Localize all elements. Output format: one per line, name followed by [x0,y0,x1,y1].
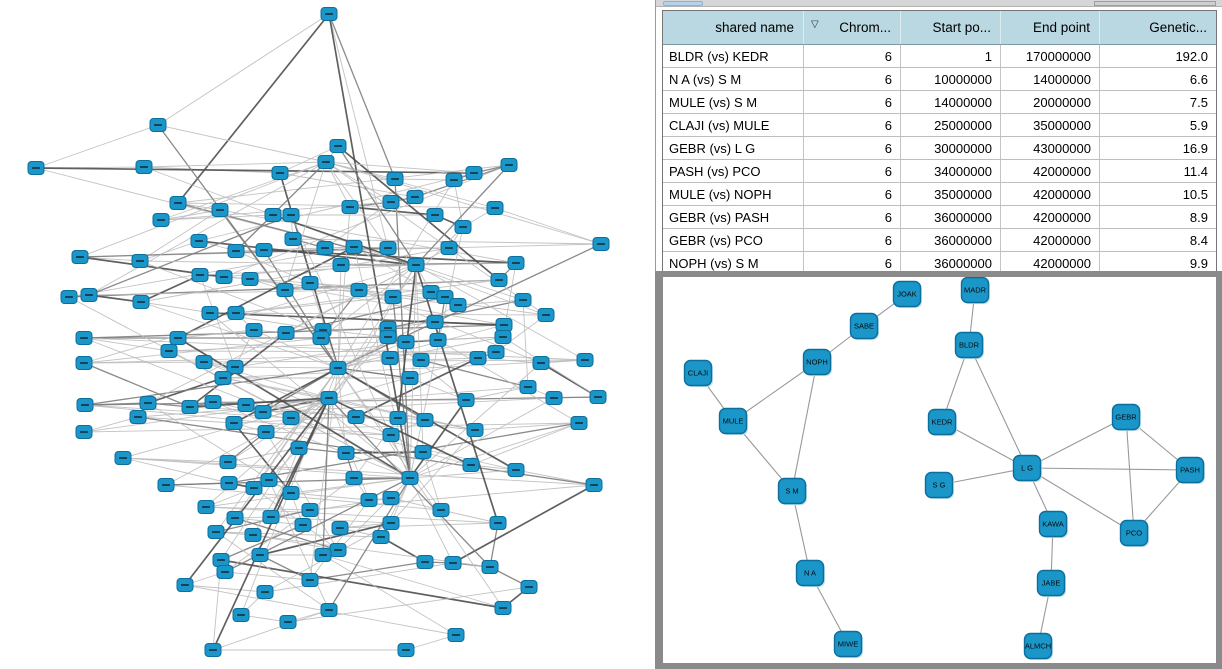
node-label-smudge [80,337,88,339]
node-label-smudge [216,209,224,211]
small-network-canvas[interactable] [663,277,1216,663]
node-label-smudge [242,404,250,406]
node-label-smudge [449,562,457,564]
table-cell[interactable]: 11.4 [1183,163,1208,179]
graph-edge [1027,417,1126,468]
node-label-smudge [346,206,354,208]
graph-edge [291,493,369,500]
node-label-smudge [355,289,363,291]
node-label: PASH [1180,465,1200,475]
node-label-smudge [174,337,182,339]
table-header-row [663,11,1216,45]
node-label: NOPH [806,357,828,367]
node-label-smudge [209,401,217,403]
node-label-smudge [437,509,445,511]
table-cell[interactable]: 36000000 [901,206,1001,228]
column-header-end-point[interactable] [1001,11,1100,44]
node-label-smudge [325,397,333,399]
graph-edge [321,337,388,338]
table-cell[interactable]: 6 [804,160,901,182]
column-header-chrom[interactable] [804,11,901,44]
table-row[interactable] [663,160,1216,183]
node-label-smudge [85,294,93,296]
table-row[interactable] [663,91,1216,114]
node-label-smudge [350,246,358,248]
node-label-smudge [282,332,290,334]
node-label-smudge [519,299,527,301]
table-body [663,45,1216,274]
node-label-smudge [386,357,394,359]
node-label: JABE [1041,578,1061,588]
node-label-smudge [186,406,194,408]
node-label-smudge [287,214,295,216]
node-label-smudge [140,166,148,168]
table-cell[interactable]: 35000000 [901,183,1001,205]
node-label-smudge [299,524,307,526]
node-label-smudge [337,264,345,266]
node-label-smudge [269,214,277,216]
table-cell[interactable]: 7.5 [1189,94,1208,110]
node-label: GEBR [1115,412,1137,422]
table-cell[interactable]: 8.4 [1189,232,1208,248]
table-cell[interactable]: 6 [804,252,901,274]
node-label-smudge [212,531,220,533]
node-label: MULE [722,416,744,426]
node-label-smudge [524,386,532,388]
node-label-smudge [402,649,410,651]
node-label-smudge [289,238,297,240]
node-label-smudge [225,482,233,484]
table-cell[interactable]: 6 [804,91,901,113]
table-cell[interactable]: BLDR (vs) KEDR [663,45,804,67]
node-label: L G [1021,463,1033,473]
node-label: KAWA [1042,519,1064,529]
node-label: CLAJI [687,368,709,378]
table-cell[interactable]: 6 [804,206,901,228]
table-row[interactable] [663,45,1216,68]
node-label-smudge [319,329,327,331]
node-label-smudge [512,469,520,471]
graph-edge [213,610,329,650]
table-cell[interactable]: 10000000 [901,68,1001,90]
node-label-smudge [295,447,303,449]
table-cell[interactable]: 192.0 [1175,48,1208,64]
column-label: Genetic... [1149,20,1207,35]
table-cell[interactable]: GEBR (vs) L G [663,137,804,159]
node-label-smudge [267,516,275,518]
table-cell[interactable]: 170000000 [1001,45,1100,67]
column-label: shared name [715,20,794,35]
node-label: BLDR [958,340,980,350]
table-cell[interactable]: CLAJI (vs) MULE [663,114,804,136]
node-label-smudge [500,324,508,326]
node-label-smudge [365,499,373,501]
node-label-smudge [421,419,429,421]
node-label-smudge [119,457,127,459]
table-cell[interactable]: 10.5 [1182,186,1208,202]
node-label-smudge [262,431,270,433]
node-label-smudge [470,172,478,174]
table-cell[interactable]: MULE (vs) S M [663,91,804,113]
node-label-smudge [491,207,499,209]
node-label-smudge [32,167,40,169]
small-network-viewport [663,277,1216,663]
table-row[interactable] [663,137,1216,160]
table-row[interactable] [663,183,1216,206]
table-cell[interactable]: 6 [804,229,901,251]
node-label-smudge [499,607,507,609]
node-label-smudge [495,279,503,281]
node-label-smudge [206,312,214,314]
table-cell[interactable]: GEBR (vs) PCO [663,229,804,251]
node-label-smudge [387,522,395,524]
node-label: N A [803,568,817,578]
node-label-smudge [334,145,342,147]
node-label-smudge [334,367,342,369]
node-label-smudge [384,336,392,338]
node-label-smudge [81,404,89,406]
node-label-smudge [261,591,269,593]
node-label-smudge [441,296,449,298]
node-label-smudge [486,566,494,568]
table-cell[interactable]: 14000000 [1001,68,1100,90]
graph-edge [140,261,416,265]
node-label-smudge [250,487,258,489]
node-label-smudge [174,202,182,204]
node-label-smudge [431,321,439,323]
graph-edge [1126,417,1134,533]
graph-edge [158,14,329,125]
table-panel [655,0,1222,271]
node-label-smudge [165,350,173,352]
node-label-smudge [406,477,414,479]
node-label-smudge [590,484,598,486]
column-header-shared-name[interactable] [663,11,804,44]
node-label-smudge [265,479,273,481]
node-label-smudge [220,276,228,278]
node-label-smudge [217,559,225,561]
graph-edge [410,470,516,478]
node-label-smudge [334,549,342,551]
table-cell[interactable]: 42000000 [1001,252,1100,274]
node-label-smudge [387,434,395,436]
graph-edge [178,14,329,203]
graph-edge [84,363,190,407]
table-cell[interactable]: 36000000 [901,229,1001,251]
node-label-smudge [575,422,583,424]
attribute-table [662,10,1217,275]
graph-edge [310,485,594,510]
node-label-smudge [249,534,257,536]
node-label-smudge [230,422,238,424]
node-label-smudge [80,362,88,364]
node-label-smudge [336,527,344,529]
table-cell[interactable]: N A (vs) S M [663,68,804,90]
node-label-smudge [256,554,264,556]
node-label-smudge [144,402,152,404]
node-label-smudge [391,178,399,180]
node-label-smudge [525,586,533,588]
node-label-smudge [181,584,189,586]
table-cell[interactable]: 35000000 [1001,114,1100,136]
node-label-smudge [321,247,329,249]
node-label-smudge [317,337,325,339]
node-label-smudge [322,161,330,163]
node-label-smudge [542,314,550,316]
node-label-smudge [412,264,420,266]
node-label-smudge [581,359,589,361]
table-cell[interactable]: 14000000 [901,91,1001,113]
node-label-smudge [281,289,289,291]
node-label-smudge [459,226,467,228]
node-label-smudge [494,522,502,524]
node-label-smudge [325,609,333,611]
node-label-smudge [454,304,462,306]
node-label-smudge [231,517,239,519]
node-label: S G [932,480,946,490]
node-label-smudge [202,506,210,508]
table-row[interactable] [663,206,1216,229]
table-row[interactable] [663,68,1216,91]
table-cell[interactable]: 16.9 [1182,140,1208,156]
graph-edge [235,367,338,368]
node-label-smudge [537,362,545,364]
graph-edge [969,345,1027,468]
table-cell[interactable]: 42000000 [1001,160,1100,182]
graph-edge [523,300,528,387]
node-label-smudge [306,509,314,511]
graph-edge [329,14,388,248]
toolbar-fragment [656,0,1222,7]
table-cell[interactable]: 1 [901,45,1001,67]
node-label: SABE [853,321,875,331]
node-label-smudge [80,431,88,433]
table-cell[interactable]: 6 [804,45,901,67]
graph-edge [185,585,265,592]
table-cell[interactable]: 25000000 [901,114,1001,136]
table-cell[interactable]: 8.9 [1189,209,1208,225]
column-header-start-po[interactable] [901,11,1001,44]
column-header-genetic[interactable] [1100,11,1216,44]
node-label-smudge [134,416,142,418]
table-cell[interactable]: 36000000 [901,252,1001,274]
node-label: MADR [963,285,987,295]
node-label-smudge [377,536,385,538]
table-cell[interactable]: 20000000 [1001,91,1100,113]
table-cell[interactable]: 6 [804,114,901,136]
node-label-smudge [467,464,475,466]
node-label-smudge [462,399,470,401]
table-cell[interactable]: 6 [804,183,901,205]
node-label-smudge [431,214,439,216]
node-label-smudge [492,351,500,353]
node-label-smudge [352,416,360,418]
node-label-smudge [157,219,165,221]
node-label-smudge [452,634,460,636]
node-label-smudge [276,172,284,174]
column-label: End point [1032,20,1090,35]
scrollbar-fragment-right[interactable] [1094,1,1216,6]
graph-edge [792,362,817,491]
node-label-smudge [250,329,258,331]
node-label-smudge [550,397,558,399]
node-label-smudge [499,336,507,338]
node-label-smudge [421,561,429,563]
node-label-smudge [411,196,419,198]
table-cell[interactable]: 30000000 [901,137,1001,159]
node-label-smudge [350,477,358,479]
filter-icon[interactable]: ▽ [811,19,819,30]
node-label-smudge [221,571,229,573]
node-label-smudge [232,250,240,252]
node-label-smudge [325,13,333,15]
node-label-smudge [306,579,314,581]
node-label-smudge [287,492,295,494]
graph-edge [158,125,326,162]
node-label-smudge [65,296,73,298]
node-label-smudge [471,429,479,431]
column-label: Start po... [932,20,991,35]
node-label-smudge [196,274,204,276]
graph-edge [323,330,388,337]
node-label-smudge [232,312,240,314]
graph-edge [140,241,199,261]
table-row[interactable] [663,229,1216,252]
scrollbar-fragment-left[interactable] [663,1,703,6]
node-label-smudge [260,249,268,251]
node-label-smudge [319,554,327,556]
table-cell[interactable]: 42000000 [1001,229,1100,251]
node-label: MIWE [837,639,859,649]
table-cell[interactable]: GEBR (vs) PASH [663,206,804,228]
table-cell[interactable]: 6 [804,68,901,90]
node-label-smudge [450,179,458,181]
table-cell[interactable]: 42000000 [1001,183,1100,205]
node-label-smudge [284,621,292,623]
node-label-smudge [597,243,605,245]
table-cell[interactable]: 6 [804,137,901,159]
node-label-smudge [231,366,239,368]
node-label-smudge [154,124,162,126]
node-label-smudge [402,341,410,343]
node-label-smudge [505,164,513,166]
node-label: JOAK [897,289,917,299]
node-label-smudge [342,452,350,454]
node-label-smudge [474,357,482,359]
node-label: ALMCH [1024,641,1052,651]
node-label-smudge [594,396,602,398]
table-cell[interactable]: NOPH (vs) S M [663,252,804,274]
node-label-smudge [162,484,170,486]
node-label: S M [785,486,799,496]
node-label-smudge [306,282,314,284]
node-label-smudge [259,411,267,413]
graph-edge [495,208,601,244]
node-label-smudge [434,339,442,341]
node-label-smudge [445,247,453,249]
node-label-smudge [200,361,208,363]
node-label-smudge [287,417,295,419]
table-cell[interactable]: 9.9 [1189,255,1208,271]
node-label-smudge [389,296,397,298]
node-label-smudge [512,262,520,264]
node-label: PCO [1125,528,1143,538]
node-label-smudge [224,461,232,463]
table-cell[interactable]: 34000000 [901,160,1001,182]
node-label-smudge [419,451,427,453]
table-cell[interactable]: 5.9 [1189,117,1208,133]
table-cell[interactable]: MULE (vs) NOPH [663,183,804,205]
node-label-smudge [384,247,392,249]
table-row[interactable] [663,114,1216,137]
node-label-smudge [387,201,395,203]
node-label-smudge [136,260,144,262]
graph-edge [329,14,395,179]
node-label-smudge [384,327,392,329]
node-label-smudge [246,278,254,280]
node-label-smudge [427,291,435,293]
column-label: Chrom... [839,20,891,35]
node-label: KEDR [931,417,953,427]
graph-edge [1027,468,1190,470]
table-cell[interactable]: 6.6 [1189,71,1208,87]
node-label-smudge [417,359,425,361]
node-label-smudge [394,417,402,419]
table-cell[interactable]: 43000000 [1001,137,1100,159]
node-label-smudge [387,497,395,499]
node-label-smudge [406,377,414,379]
table-cell[interactable]: 42000000 [1001,206,1100,228]
node-label-smudge [76,256,84,258]
table-cell[interactable]: PASH (vs) PCO [663,160,804,182]
node-label-smudge [219,377,227,379]
node-label-smudge [237,614,245,616]
node-label-smudge [137,301,145,303]
node-label-smudge [195,240,203,242]
node-label-smudge [209,649,217,651]
small-network-panel [655,271,1222,669]
